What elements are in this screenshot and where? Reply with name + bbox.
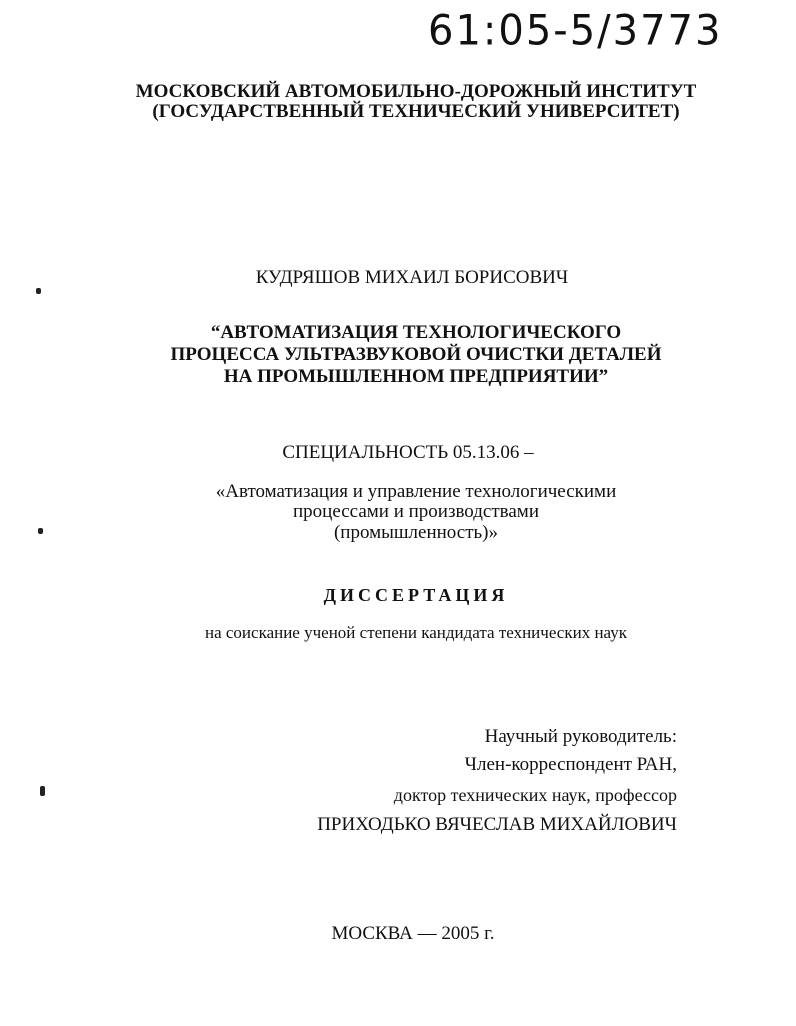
scan-mark	[38, 528, 43, 534]
institution-line-2: (ГОСУДАРСТВЕННЫЙ ТЕХНИЧЕСКИЙ УНИВЕРСИТЕТ)	[152, 101, 680, 122]
supervisor-label: Научный руководитель:	[484, 726, 677, 747]
document-type: ДИССЕРТАЦИЯ	[323, 585, 509, 605]
handwritten-archive-code: 61:05-5/3773	[428, 6, 723, 56]
title-line-3: НА ПРОМЫШЛЕННОМ ПРЕДПРИЯТИИ”	[223, 366, 609, 387]
specialty-line-2: процессами и производствами	[292, 501, 540, 522]
specialty-line-1: «Автоматизация и управление технологическими	[215, 481, 617, 502]
specialty-line-3: (промышленность)»	[333, 522, 498, 543]
scan-mark	[36, 288, 41, 294]
scan-mark	[40, 786, 45, 796]
institution-line-1: МОСКОВСКИЙ АВТОМОБИЛЬНО-ДОРОЖНЫЙ ИНСТИТУТ	[135, 81, 697, 102]
title-line-2: ПРОЦЕССА УЛЬТРАЗВУКОВОЙ ОЧИСТКИ ДЕТАЛЕЙ	[170, 344, 662, 365]
supervisor-rank: Член-корреспондент РАН,	[464, 754, 677, 775]
author-name: КУДРЯШОВ МИХАИЛ БОРИСОВИЧ	[255, 267, 569, 288]
title-line-1: “АВТОМАТИЗАЦИЯ ТЕХНОЛОГИЧЕСКОГО	[210, 322, 622, 343]
place-year: МОСКВА — 2005 г.	[331, 923, 495, 944]
degree-line: на соискание ученой степени кандидата технических наук	[204, 623, 627, 642]
supervisor-degree: доктор технических наук, профессор	[393, 785, 677, 805]
specialty-code: СПЕЦИАЛЬНОСТЬ 05.13.06 –	[282, 442, 534, 463]
supervisor-name: ПРИХОДЬКО ВЯЧЕСЛАВ МИХАЙЛОВИЧ	[317, 814, 677, 835]
